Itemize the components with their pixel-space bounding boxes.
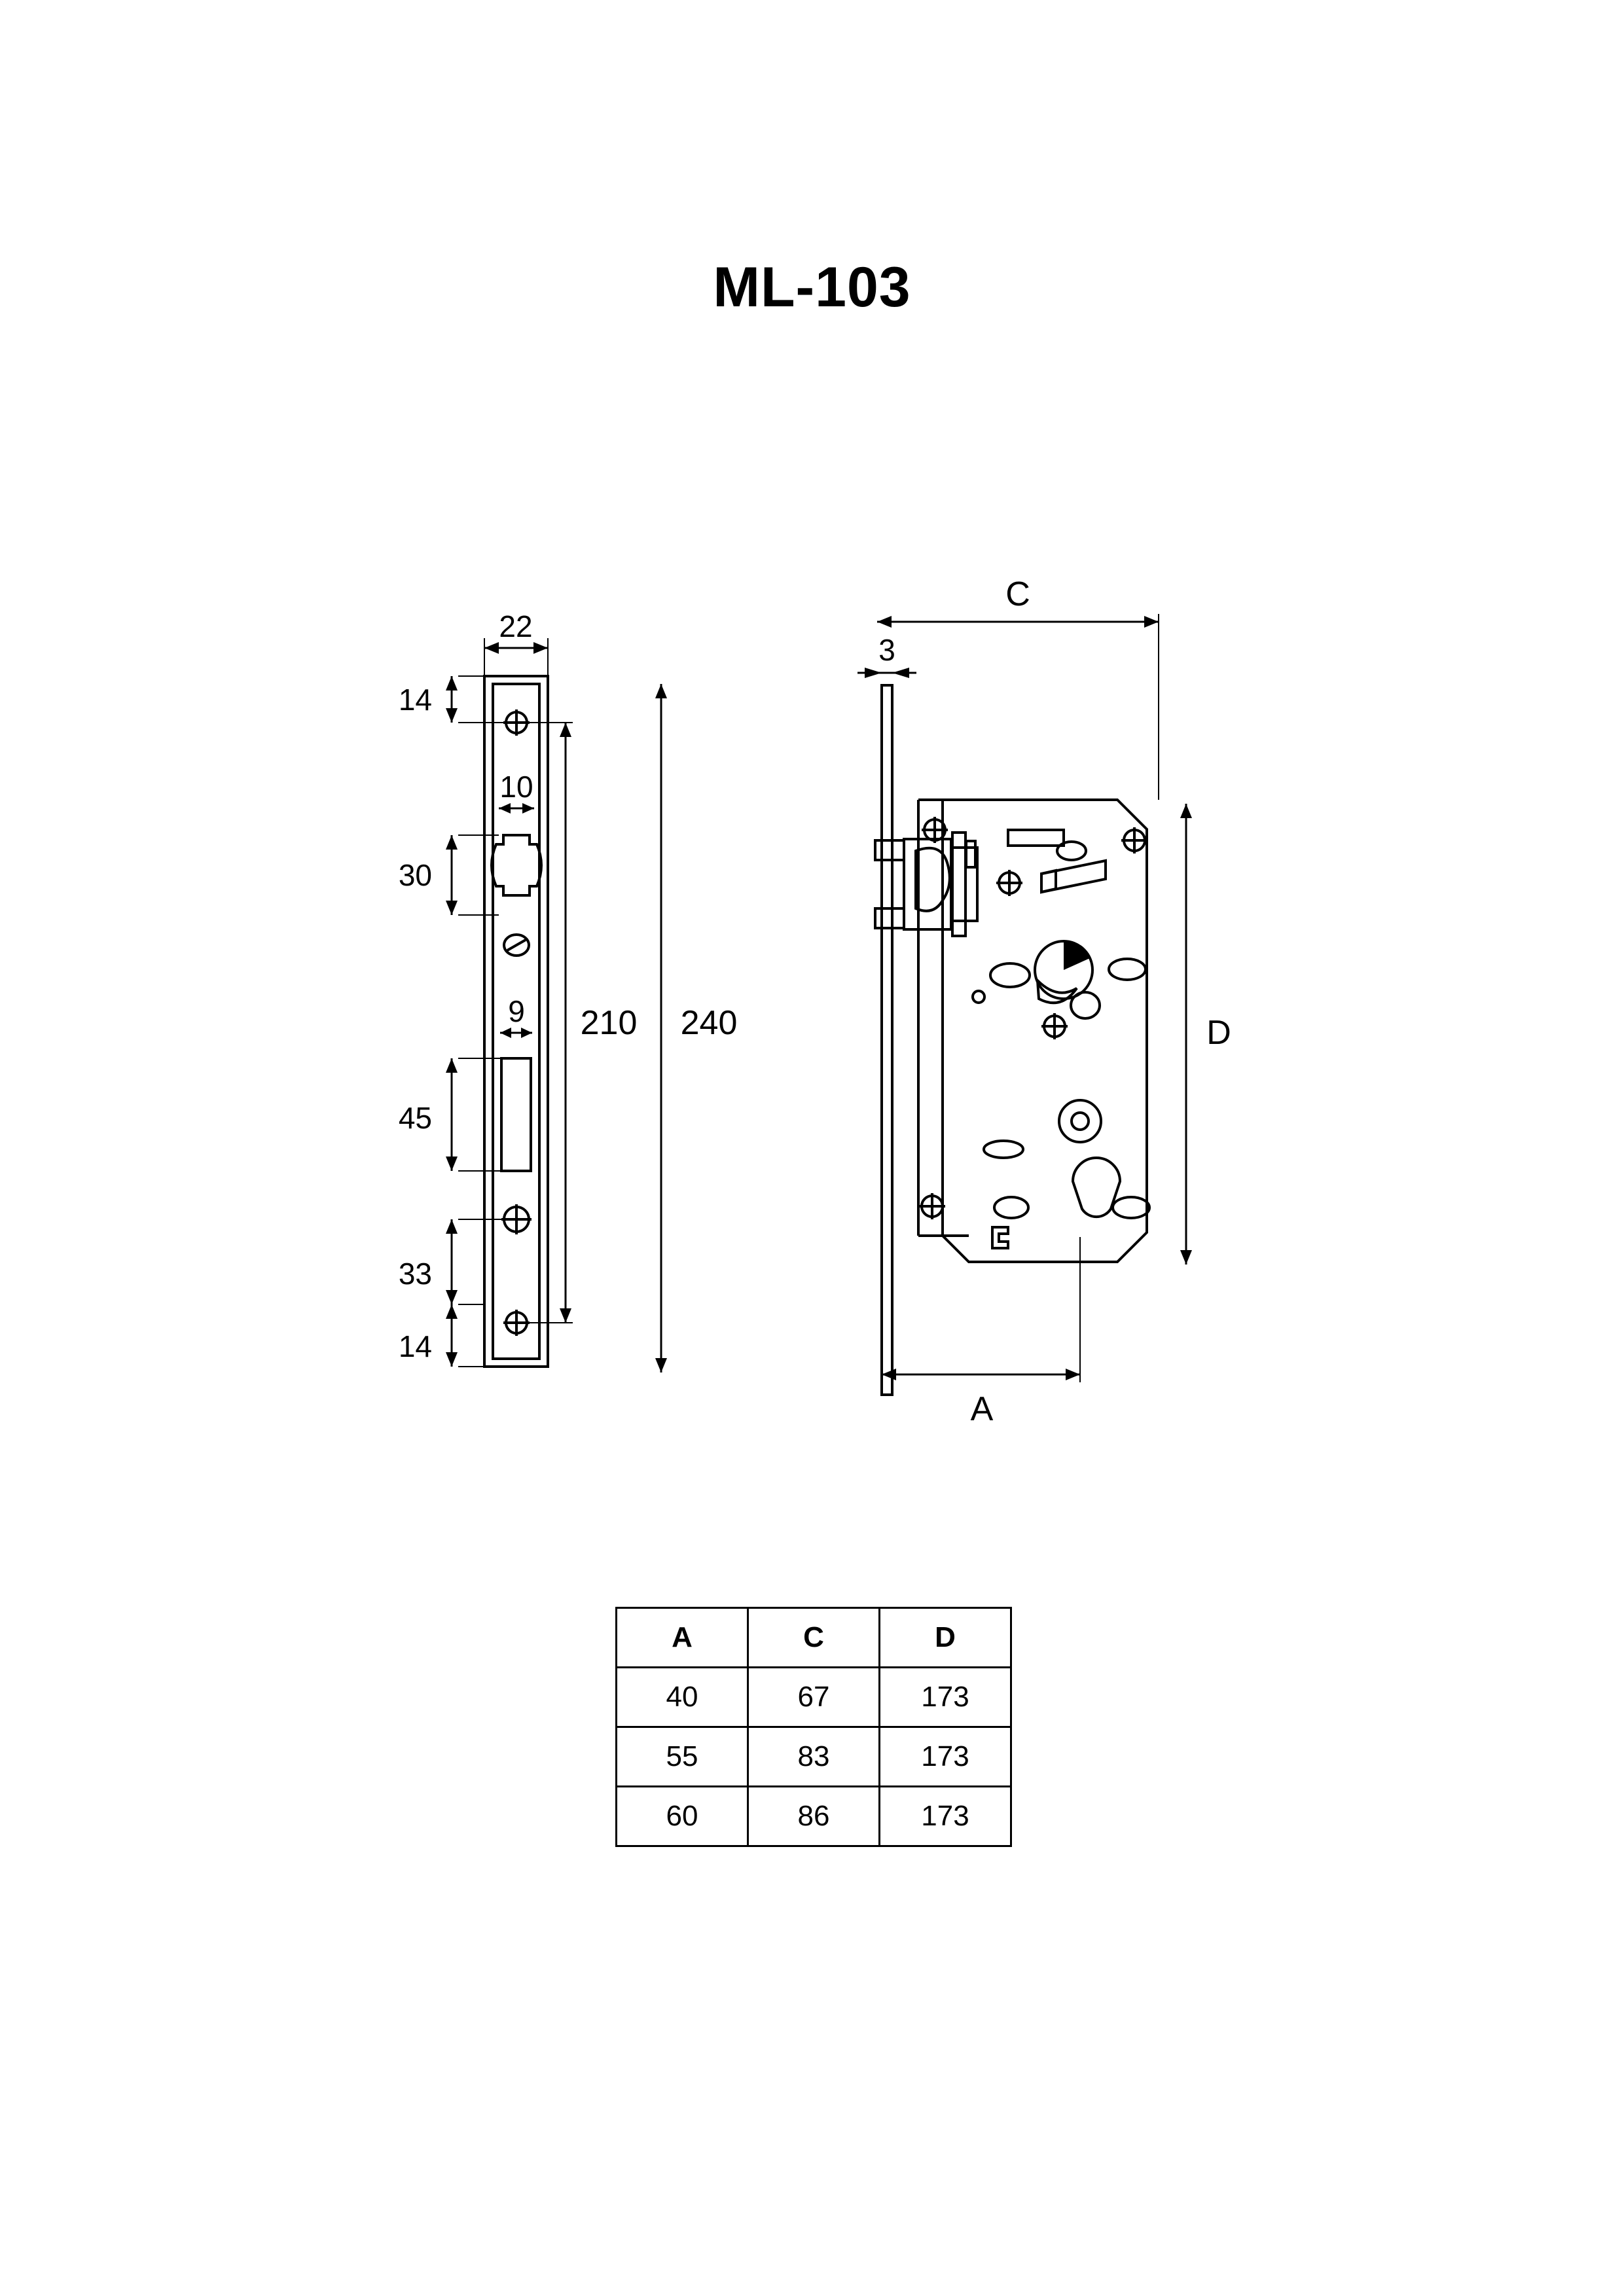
- dimension-table: [615, 1607, 1012, 1847]
- table-row: [617, 1787, 1011, 1846]
- case-screw-mid: [996, 870, 1022, 896]
- dim-label-C: C: [1005, 575, 1030, 613]
- faceplate-view: [399, 609, 738, 1372]
- case-screw-top-right: [1121, 827, 1147, 853]
- dim-3: [857, 668, 916, 678]
- dim-D: [1180, 804, 1192, 1265]
- column-header-D: D: [880, 1608, 1011, 1668]
- dim-label-A: A: [970, 1390, 994, 1428]
- internal-marking: [992, 1227, 1008, 1248]
- dim-label-9: 9: [508, 994, 525, 1028]
- dim-A: [882, 1237, 1080, 1382]
- dim-C: [877, 614, 1159, 800]
- cell-D: 173: [880, 1727, 1011, 1787]
- dim-label-30: 30: [398, 858, 432, 892]
- cell-A: 40: [617, 1668, 748, 1727]
- dim-cyl-30: [446, 835, 499, 915]
- dim-label-240: 240: [680, 1004, 738, 1042]
- internal-oval-5: [984, 1141, 1023, 1158]
- case-screw-hub-area: [1041, 1013, 1068, 1039]
- cell-A: 60: [617, 1787, 748, 1846]
- dim-label-10: 10: [499, 770, 533, 804]
- column-header-C: C: [748, 1608, 880, 1668]
- dim-label-bottom-14: 14: [398, 1329, 432, 1363]
- cell-D: 173: [880, 1787, 1011, 1846]
- internal-oval-4: [1071, 992, 1100, 1018]
- table-row: [617, 1727, 1011, 1787]
- faceplate-screw: [504, 935, 529, 956]
- table-row: [617, 1668, 1011, 1727]
- cell-C: 86: [748, 1787, 880, 1846]
- page-title: ML-103: [713, 256, 911, 319]
- internal-pin-hole: [973, 991, 984, 1003]
- cell-C: 83: [748, 1727, 880, 1787]
- dim-label-top-14: 14: [398, 683, 432, 717]
- dim-label-3: 3: [878, 633, 895, 667]
- latch-bolt-assembly: [875, 833, 977, 936]
- dim-label-22: 22: [499, 609, 533, 643]
- dim-label-210: 210: [580, 1004, 638, 1042]
- dim-latch-9: [500, 1028, 532, 1038]
- cell-C: 67: [748, 1668, 880, 1727]
- dim-cyl-10: [499, 803, 534, 814]
- cell-A: 55: [617, 1727, 748, 1787]
- screw-hole-middle: [501, 1204, 532, 1234]
- internal-oval-3: [1109, 959, 1146, 980]
- internal-oval-6: [994, 1197, 1028, 1218]
- screw-hole-bottom: [503, 1310, 530, 1336]
- dim-label-45: 45: [398, 1101, 432, 1135]
- dim-210: [530, 723, 573, 1323]
- center-boss: [1059, 1100, 1101, 1142]
- dim-width-22: [484, 638, 548, 676]
- latch-opening: [501, 1058, 531, 1171]
- internal-oval-2: [990, 963, 1030, 987]
- lock-body-view: [857, 575, 1231, 1428]
- dim-label-D: D: [1206, 1014, 1231, 1052]
- cell-D: 173: [880, 1668, 1011, 1727]
- dim-label-33: 33: [398, 1257, 432, 1291]
- internal-lever-bar: [1041, 861, 1106, 892]
- screw-hole-top: [503, 709, 530, 736]
- internal-slot-narrow: [966, 841, 975, 867]
- dim-bottom-14: [446, 1304, 484, 1367]
- column-header-A: A: [617, 1608, 748, 1668]
- table-header-row: [617, 1608, 1011, 1668]
- internal-slot-top: [1008, 830, 1064, 846]
- faceplate-edge: [882, 685, 892, 1395]
- internal-oval-7: [1113, 1197, 1149, 1218]
- internal-oval-1: [1057, 842, 1086, 860]
- cylinder-opening: [492, 835, 541, 895]
- dim-240: [655, 684, 667, 1372]
